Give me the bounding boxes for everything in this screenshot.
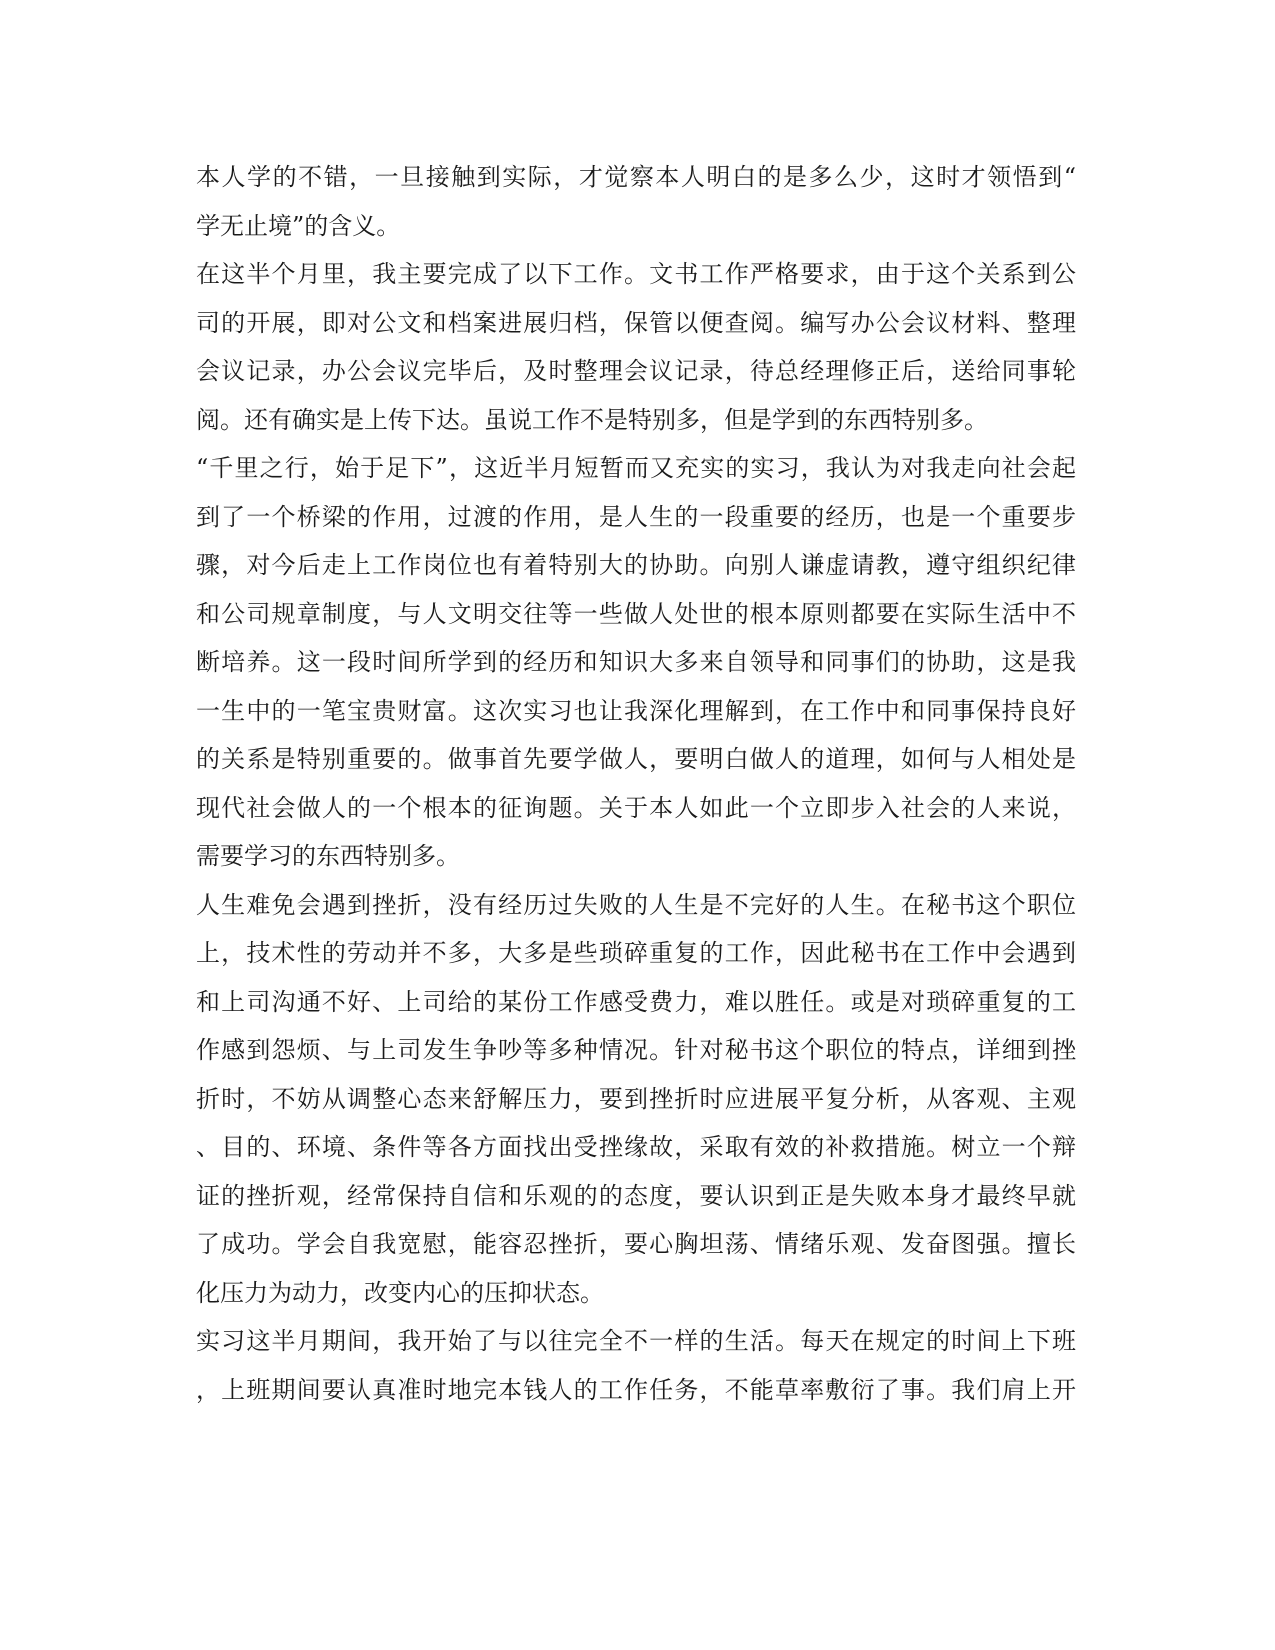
text-line: 会议记录，办公会议完毕后，及时整理会议记录，待总经理修正后，送给同事轮 bbox=[196, 357, 1076, 385]
text-line: 到了一个桥梁的作用，过渡的作用，是人生的一段重要的经历，也是一个重要步 bbox=[196, 502, 1076, 531]
text-line: 实习这半月期间，我开始了与以往完全不一样的生活。每天在规定的时间上下班 bbox=[196, 1327, 1076, 1355]
text-line: 的关系是特别重要的。做事首先要学做人，要明白做人的道理，如何与人相处是 bbox=[196, 745, 1076, 773]
text-line: 、目的、环境、条件等各方面找出受挫缘故，采取有效的补救措施。树立一个辩 bbox=[196, 1133, 1076, 1161]
text-line: 作感到怨烦、与上司发生争吵等多种情况。针对秘书这个职位的特点，详细到挫 bbox=[196, 1036, 1076, 1064]
text-line: 人生难免会遇到挫折，没有经历过失败的人生是不完好的人生。在秘书这个职位 bbox=[196, 890, 1076, 919]
text-line: 骤，对今后走上工作岗位也有着特别大的协助。向别人谦虚请教，遵守组织纪律 bbox=[196, 551, 1076, 579]
text-line: 和上司沟通不好、上司给的某份工作感受费力，难以胜任。或是对琐碎重复的工 bbox=[196, 987, 1076, 1016]
text-line: 一生中的一笔宝贵财富。这次实习也让我深化理解到，在工作中和同事保持良好 bbox=[196, 696, 1076, 725]
text-line: 学无止境”的含义。 bbox=[196, 211, 401, 240]
text-line: ，上班期间要认真准时地完本钱人的工作任务，不能草率敷衍了事。我们肩上开 bbox=[196, 1375, 1076, 1404]
text-line: 在这半个月里，我主要完成了以下工作。文书工作严格要求，由于这个关系到公 bbox=[196, 260, 1076, 288]
text-line: 上，技术性的劳动并不多，大多是些琐碎重复的工作，因此秘书在工作中会遇到 bbox=[196, 939, 1076, 967]
text-line: 断培养。这一段时间所学到的经历和知识大多来自领导和同事们的协助，这是我 bbox=[196, 648, 1076, 676]
text-line: “千里之行，始于足下”，这近半月短暂而又充实的实习，我认为对我走向社会起 bbox=[196, 454, 1076, 482]
text-line: 司的开展，即对公文和档案进展归档，保管以便查阅。编写办公会议材料、整理 bbox=[196, 308, 1076, 337]
paragraph-4 bbox=[196, 881, 1076, 1318]
text-line: 本人学的不错，一旦接触到实际，才觉察本人明白的是多么少，这时才领悟到“ bbox=[196, 163, 1076, 191]
text-line: 阅。还有确实是上传下达。虽说工作不是特别多，但是学到的东西特别多。 bbox=[196, 405, 988, 434]
text-line: 折时，不妨从调整心态来舒解压力，要到挫折时应进展平复分析，从客观、主观 bbox=[196, 1084, 1076, 1113]
text-line: 化压力为动力，改变内心的压抑状态。 bbox=[196, 1278, 604, 1307]
document-body bbox=[196, 153, 1076, 1414]
paragraph-3 bbox=[196, 444, 1076, 881]
paragraph-1 bbox=[196, 153, 1076, 250]
text-line: 和公司规章制度，与人文明交往等一些做人处世的根本原则都要在实际生活中不 bbox=[196, 599, 1076, 628]
paragraph-2 bbox=[196, 250, 1076, 444]
text-line: 现代社会做人的一个根本的征询题。关于本人如此一个立即步入社会的人来说， bbox=[196, 793, 1076, 822]
text-line: 需要学习的东西特别多。 bbox=[196, 842, 460, 870]
text-line: 证的挫折观，经常保持自信和乐观的的态度，要认识到正是失败本身才最终早就 bbox=[196, 1181, 1076, 1210]
paragraph-5 bbox=[196, 1317, 1076, 1414]
text-line: 了成功。学会自我宽慰，能容忍挫折，要心胸坦荡、情绪乐观、发奋图强。擅长 bbox=[196, 1230, 1076, 1258]
